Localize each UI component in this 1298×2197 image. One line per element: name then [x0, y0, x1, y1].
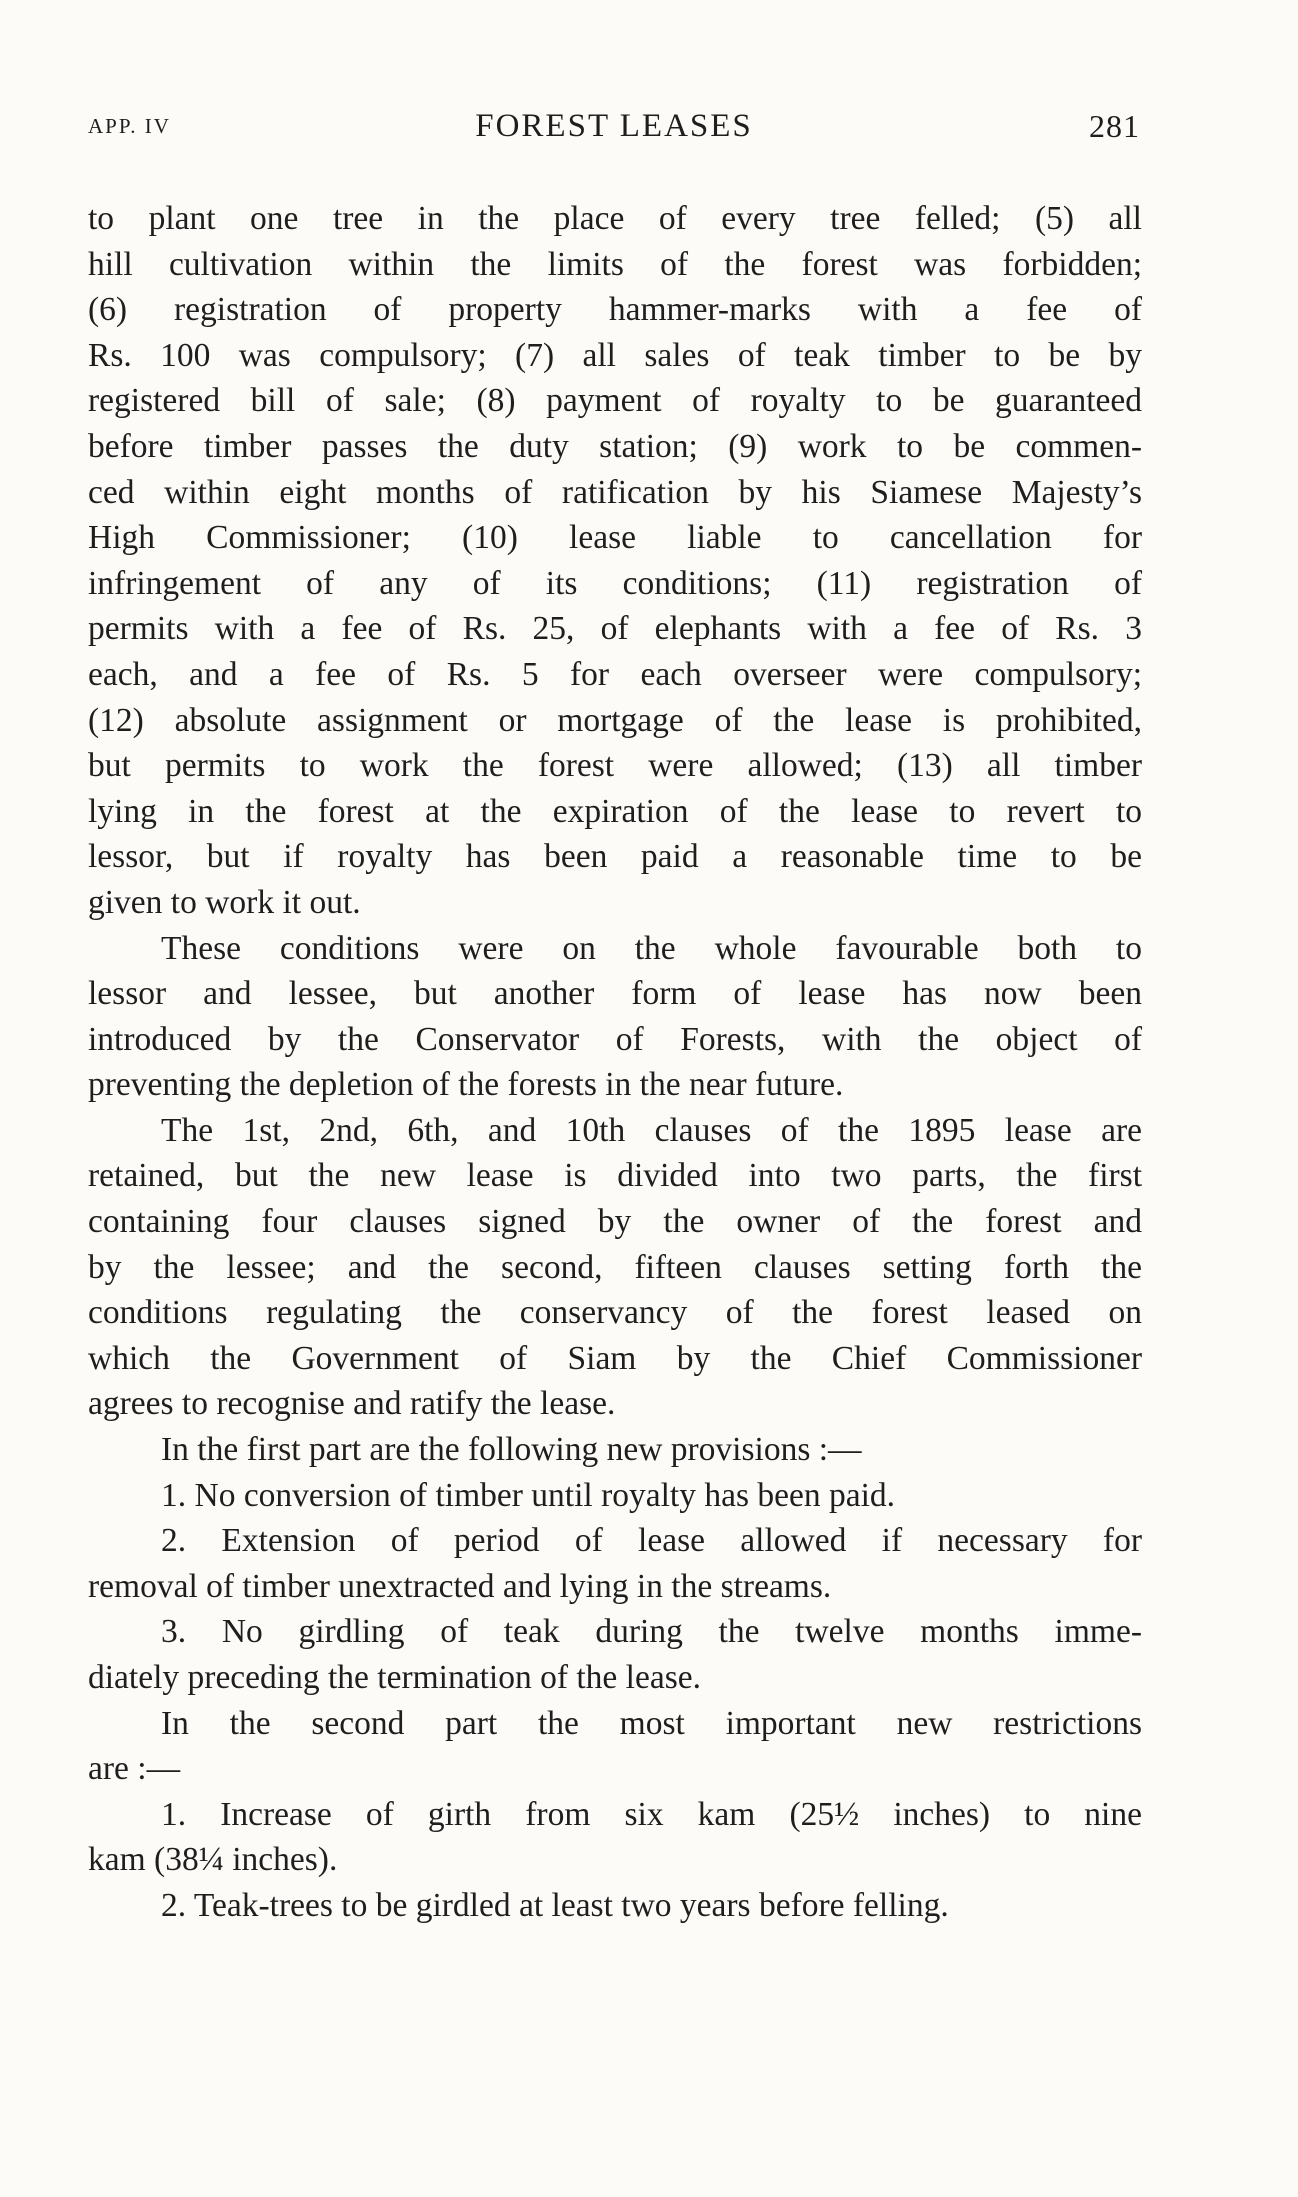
text-line: registered bill of sale; (8) payment of royalty to be guaranteed [88, 382, 1142, 420]
text-line: each, and a fee of Rs. 5 for each overseer were compulsory; [88, 655, 1142, 693]
text-line: given to work it out. [88, 883, 361, 921]
text-line: (12) absolute assignment or mortgage of the lease is prohibited, [88, 701, 1142, 739]
list-item [88, 1609, 1142, 1700]
body-text [88, 196, 1142, 1929]
text-line: 3. No girdling of teak during the twelve months imme- [161, 1613, 1142, 1651]
text-line: removal of timber unextracted and lying in the streams. [88, 1567, 832, 1605]
text-line: introduced by the Conservator of Forests, with the object of [88, 1020, 1142, 1058]
text-line: lessor, but if royalty has been paid a reasonable time to be [88, 838, 1142, 876]
text-line: but permits to work the forest were allowed; (13) all timber [88, 747, 1142, 785]
text-line: containing four clauses signed by the owner of the forest and [88, 1203, 1142, 1241]
paragraph [88, 196, 1142, 926]
page-number: 281 [1089, 108, 1140, 144]
list-item [88, 1883, 1142, 1929]
text-line: 1. No conversion of timber until royalty has been paid. [161, 1476, 896, 1514]
text-line: High Commissioner; (10) lease liable to cancellation for [88, 519, 1142, 557]
list-item [88, 1473, 1142, 1519]
list-item [88, 1518, 1142, 1609]
text-line: agrees to recognise and ratify the lease. [88, 1385, 616, 1423]
text-line: 2. Extension of period of lease allowed if necessary for [161, 1522, 1142, 1560]
text-line: In the first part are the following new provisions :— [161, 1431, 862, 1469]
text-line: (6) registration of property hammer-marks with a fee of [88, 291, 1142, 329]
paragraph [88, 1108, 1142, 1427]
text-line: The 1st, 2nd, 6th, and 10th clauses of the 1895 lease are [161, 1111, 1142, 1149]
header-section-label: APP. IV [88, 114, 171, 138]
list-item [88, 1792, 1142, 1883]
text-line: by the lessee; and the second, fifteen clauses setting forth the [88, 1248, 1142, 1286]
text-line: 1. Increase of girth from six kam (25½ inches) to nine [161, 1795, 1142, 1833]
text-line: preventing the depletion of the forests in the near future. [88, 1066, 844, 1104]
text-line: kam (38¼ inches). [88, 1841, 338, 1879]
paragraph [88, 926, 1142, 1108]
text-line: infringement of any of its conditions; (11) registration of [88, 564, 1142, 602]
header-title: FOREST LEASES [475, 108, 753, 144]
text-line: ced within eight months of ratification by his Siamese Majesty’s [88, 473, 1142, 511]
text-line: to plant one tree in the place of every tree felled; (5) all [88, 200, 1142, 237]
text-line: hill cultivation within the limits of the forest was forbidden; [88, 245, 1142, 283]
text-line: retained, but the new lease is divided into two parts, the first [88, 1157, 1142, 1195]
text-line: In the second part the most important new restrictions [161, 1704, 1142, 1742]
text-line: lying in the forest at the expiration of the lease to revert to [88, 792, 1142, 830]
paragraph [88, 1701, 1142, 1792]
text-line: which the Government of Siam by the Chief Commissioner [88, 1339, 1142, 1377]
text-line: diately preceding the termination of the lease. [88, 1659, 701, 1696]
text-line: lessor and lessee, but another form of lease has now been [88, 975, 1142, 1013]
text-line: are :— [88, 1750, 181, 1788]
text-line: Rs. 100 was compulsory; (7) all sales of teak timber to be by [88, 336, 1142, 374]
text-line: conditions regulating the conservancy of the forest leased on [88, 1294, 1142, 1332]
running-head [88, 108, 1140, 152]
text-line: These conditions were on the whole favourable both to [161, 929, 1142, 967]
text-line: before timber passes the duty station; (9) work to be commen- [88, 427, 1142, 465]
text-line: permits with a fee of Rs. 25, of elephants with a fee of Rs. 3 [88, 610, 1142, 648]
text-line: 2. Teak-trees to be girdled at least two years before felling. [161, 1886, 949, 1924]
paragraph [88, 1427, 1142, 1473]
